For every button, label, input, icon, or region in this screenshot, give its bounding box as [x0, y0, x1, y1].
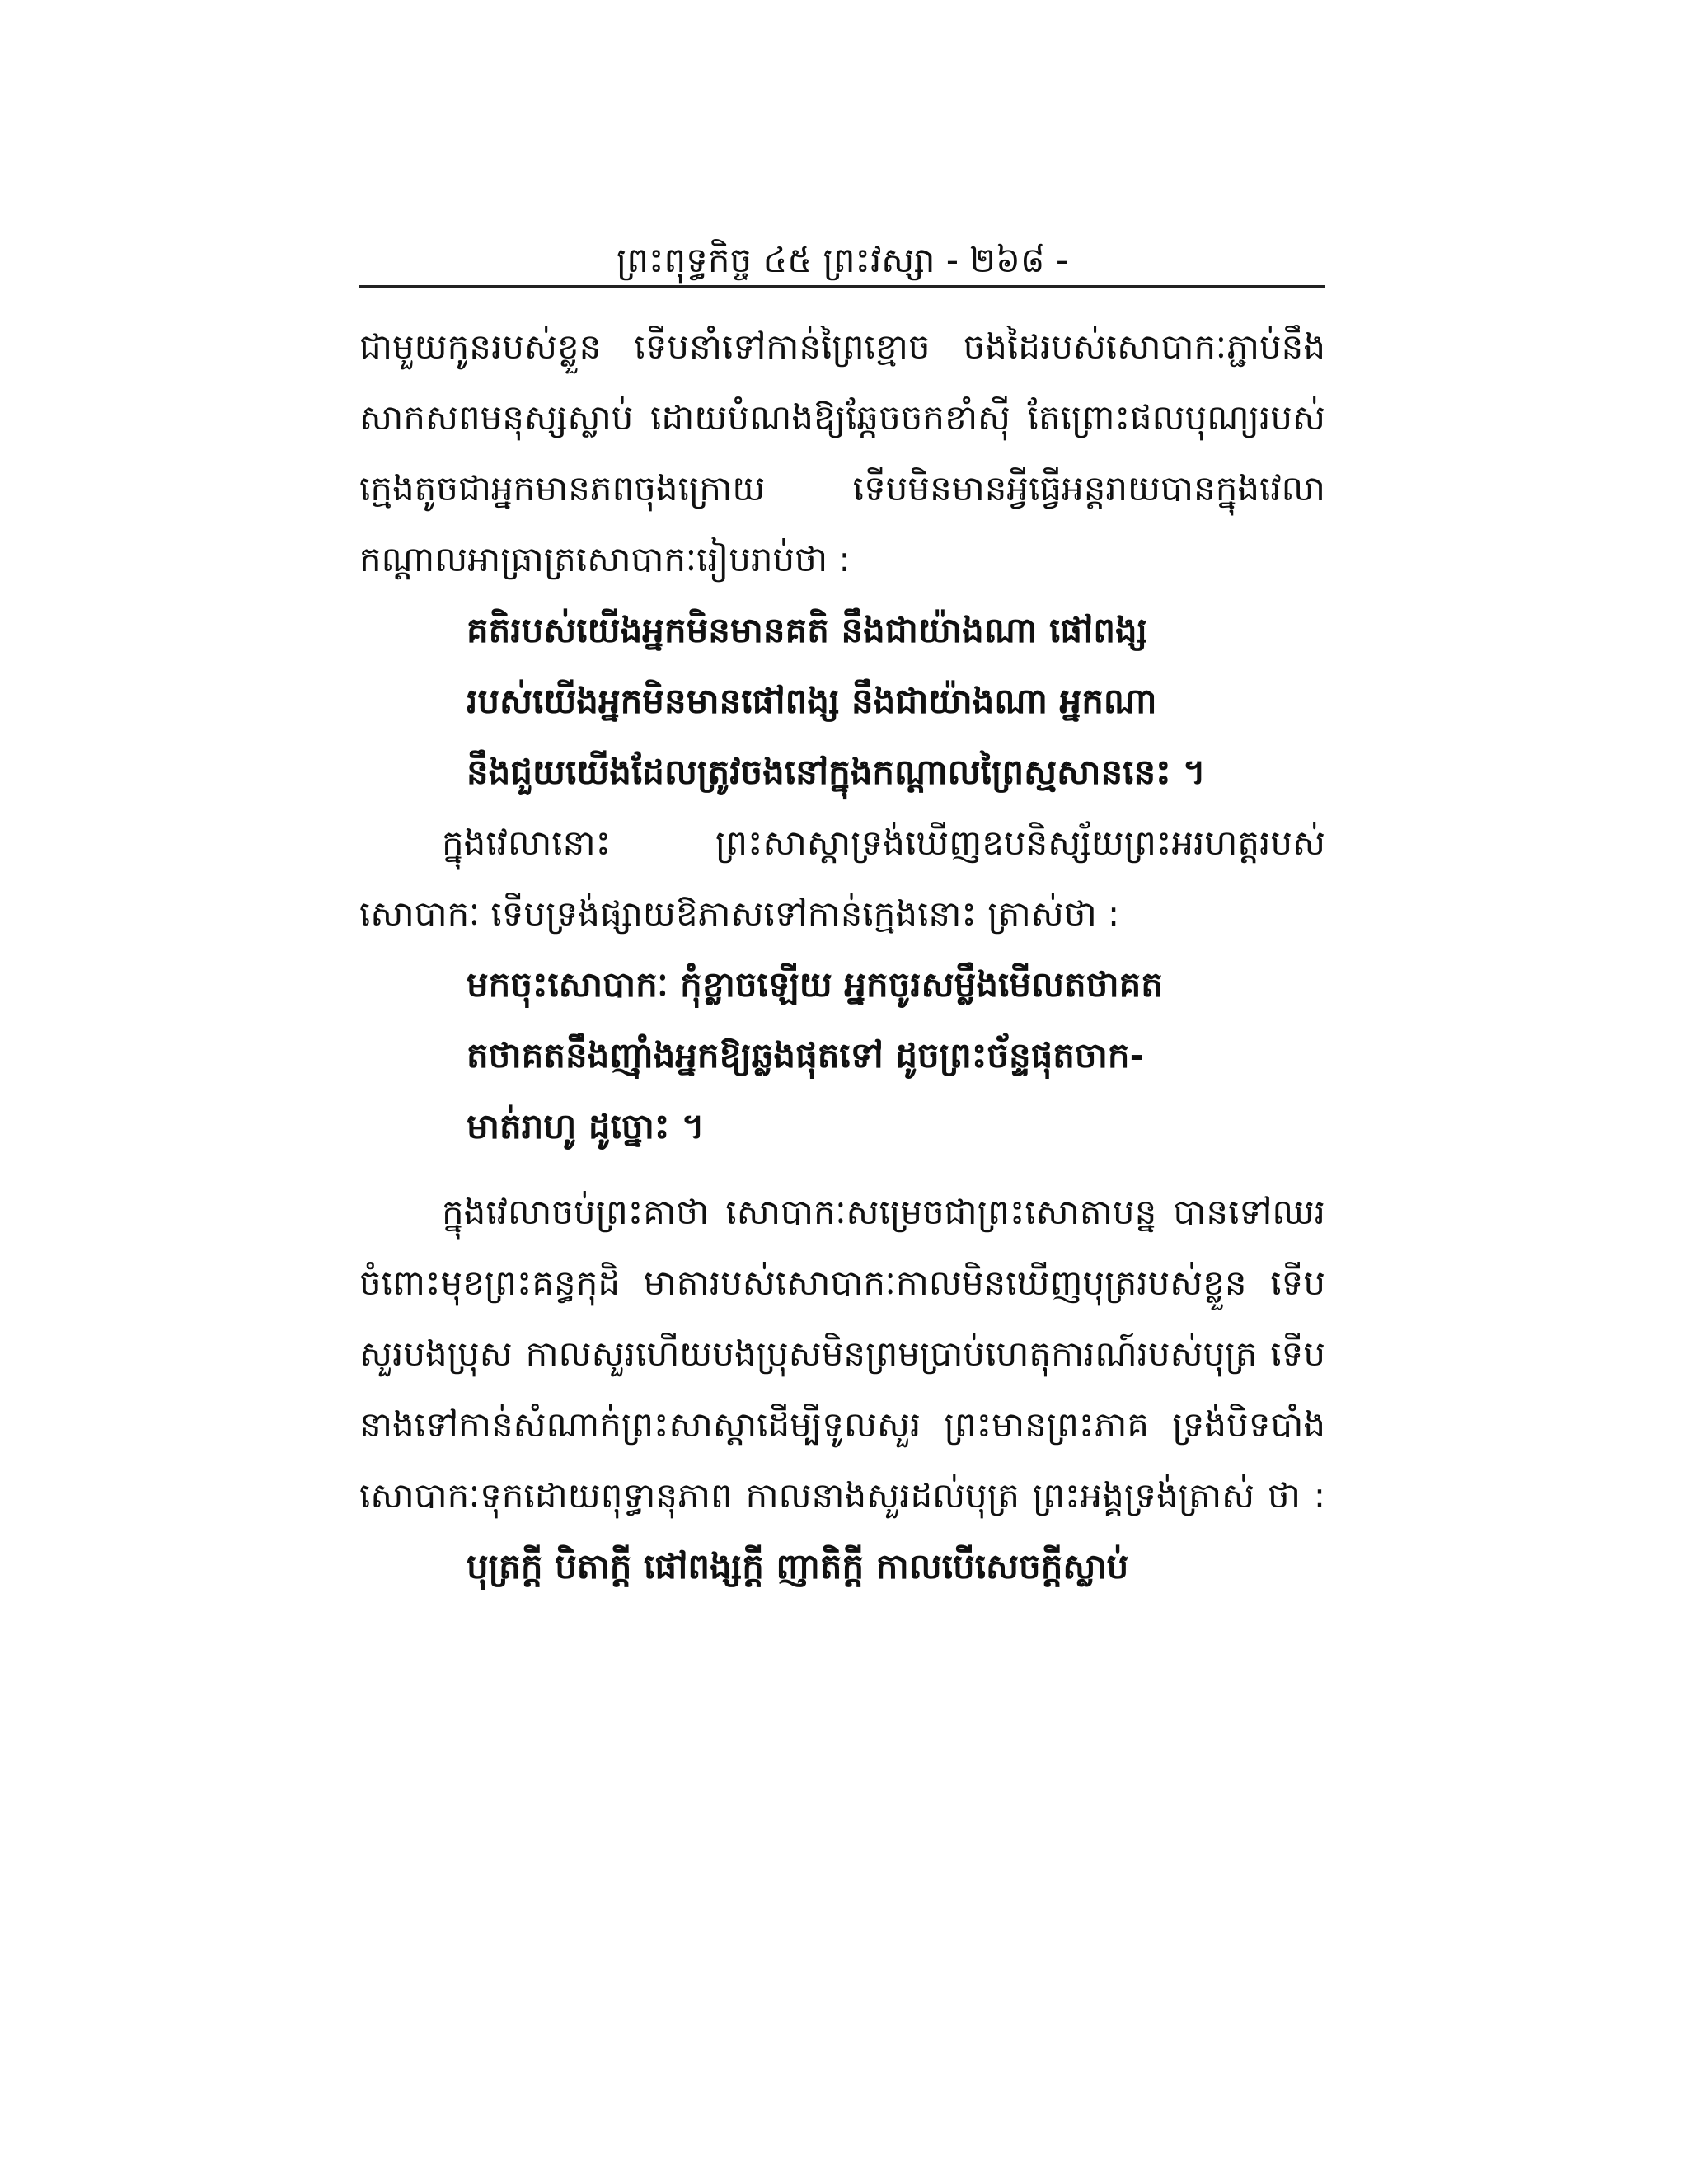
prose-line: នាងទៅកាន់សំណាក់ព្រះសាស្តាដើម្បីទូលសួរ ព្រះមានព្រះភាគ ទ្រង់បិទបាំង [359, 1404, 1325, 1445]
verse-line: បុត្រក្តី បិតាក្តី ផៅពង្សក្តី ញាតិក្តី កាលបើសេចក្តីស្លាប់ [467, 1546, 1129, 1586]
verse-line: របស់យើងអ្នកមិនមានផៅពង្ស នឹងជាយ៉ាងណា អ្នកណា [467, 681, 1157, 721]
prose-line: ចំពោះមុខព្រះគន្ធកុដិ មាតារបស់សោបាកៈកាលមិនឃើញបុត្ររបស់ខ្លួន ទើប [359, 1263, 1325, 1303]
verse-line: នឹងជួយយើងដែលត្រូវចងនៅក្នុងកណ្តាលព្រៃស្មសាននេះ ។ [467, 752, 1206, 792]
verse-line: តថាគតនឹងញ៉ាំងអ្នកឱ្យឆ្លងផុតទៅ ដូចព្រះច័ន្ទផុតចាក- [467, 1035, 1145, 1076]
verse-line: មាត់រាហូ ដូច្នោះ ។ [467, 1106, 705, 1146]
prose-line: សួរបងប្រុស កាលសួរហើយបងប្រុសមិនព្រមប្រាប់ហេតុការណ៍របស់បុត្រ ទើប [359, 1333, 1325, 1374]
running-header: ព្រះពុទ្ធកិច្ច ៤៥ ព្រះវស្សា - ២៦៨ - [616, 240, 1069, 280]
prose-line: ក្មេងតូចជាអ្នកមានភពចុងក្រោយ ទើបមិនមានអ្វីធ្វើអន្តរាយបានក្នុងវេលា [359, 468, 1325, 509]
prose-line: ជាមួយកូនរបស់ខ្លួន ទើបនាំទៅកាន់ព្រៃខ្មោច ចងដៃរបស់សោបាកៈភ្ជាប់នឹង [359, 326, 1325, 367]
prose-line: ក្នុងវេលាចប់ព្រះគាថា សោបាកៈសម្រេចជាព្រះសោតាបន្ន បានទៅឈរ [442, 1192, 1325, 1232]
prose-line: សោបាកៈ ទើបទ្រង់ផ្សាយឱភាសទៅកាន់ក្មេងនោះ ត្រាស់ថា : [359, 893, 1120, 934]
header-rule [359, 285, 1325, 288]
prose-line: សោបាកៈទុកដោយពុទ្ធានុភាព កាលនាងសួរដល់បុត្រ ព្រះអង្គទ្រង់ត្រាស់ ថា : [359, 1475, 1325, 1516]
prose-line: សាកសពមនុស្សស្លាប់ ដោយបំណងឱ្យឆ្កែចចកខាំស៊ី តែព្រោះផលបុណ្យរបស់ [359, 397, 1325, 438]
prose-line: កណ្តាលអាធ្រាត្រសោបាកៈរៀបរាប់ថា : [359, 539, 851, 579]
verse-line: គតិរបស់យើងអ្នកមិនមានគតិ នឹងជាយ៉ាងណា ផៅពង្ស [467, 610, 1148, 650]
prose-line: ក្នុងវេលានោះ ព្រះសាស្តាទ្រង់ឃើញឧបនិស្ស័យព្រះអរហត្តរបស់ [442, 823, 1325, 863]
verse-line: មកចុះសោបាកៈ កុំខ្លាចឡើយ អ្នកចូរសម្លឹងមើលតថាគត [467, 964, 1163, 1005]
